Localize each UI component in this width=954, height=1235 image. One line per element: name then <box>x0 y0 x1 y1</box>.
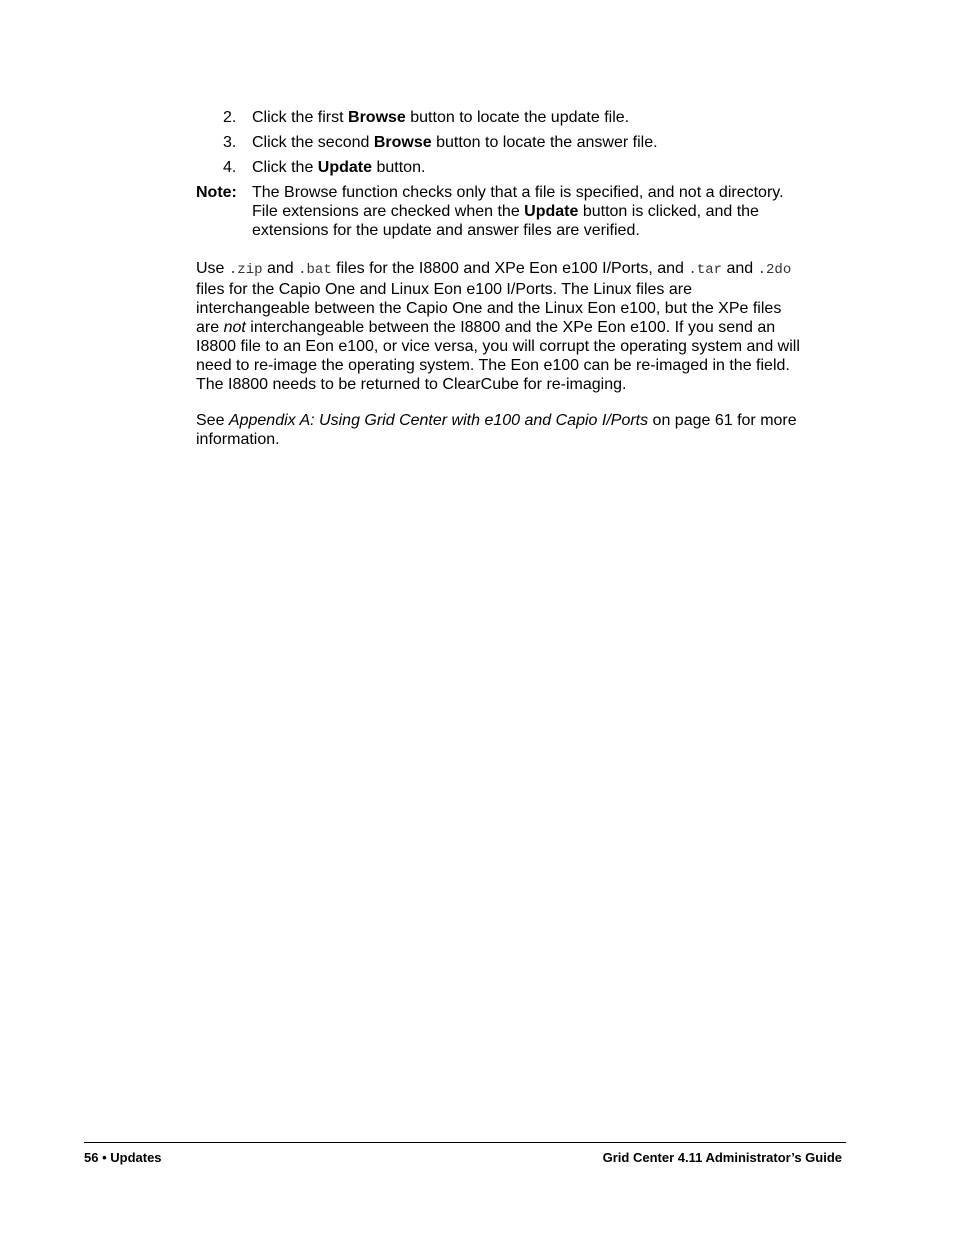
step-number: 2. <box>223 109 237 126</box>
tar-extension: .tar <box>688 262 723 278</box>
step-number: 3. <box>223 134 237 151</box>
step-text: Click the second Browse button to locate the answer file. <box>252 134 658 151</box>
note-label: Note: <box>196 184 237 201</box>
bat-extension: .bat <box>298 262 332 278</box>
step-number: 4. <box>223 159 237 176</box>
step-text: Click the Update button. <box>252 159 426 176</box>
note-text: The Browse function checks only that a file is specified, and not a directory. File extensions are checked when the Update button is clicked, and the extensions for the update and answer files are verified. <box>252 184 784 239</box>
2do-extension: .2do <box>757 262 792 278</box>
step-text: Click the first Browse button to locate the update file. <box>252 109 630 126</box>
zip-extension: .zip <box>228 262 263 278</box>
appendix-reference: Appendix A: Using Grid Center with e100 and Capio I/Ports <box>228 412 649 429</box>
see-also-paragraph: See Appendix A: Using Grid Center with e100 and Capio I/Ports on page 61 for more information. <box>196 412 797 448</box>
footer-guide-title: Grid Center 4.11 Administrator’s Guide <box>602 1150 842 1165</box>
footer-rule <box>84 1142 846 1143</box>
file-types-paragraph: Use .zip and .bat files for the I8800 and XPe Eon e100 I/Ports, and .tar and .2do files for the Capio One and Linux Eon e100 I/Ports. The Linux files are interchangeable between the Capio One and the Linux Eon e100, but the XPe files are not interchangeable between the I8800 and the XPe Eon e100. If you send an I8800 file to an Eon e100, or vice versa, you will corrupt the operating system and will need to re-image the operating system. The Eon e100 can be re-imaged in the field. The I8800 needs to be returned to ClearCube for re-imaging. <box>196 260 800 393</box>
footer-page-section: 56 • Updates <box>84 1150 162 1165</box>
